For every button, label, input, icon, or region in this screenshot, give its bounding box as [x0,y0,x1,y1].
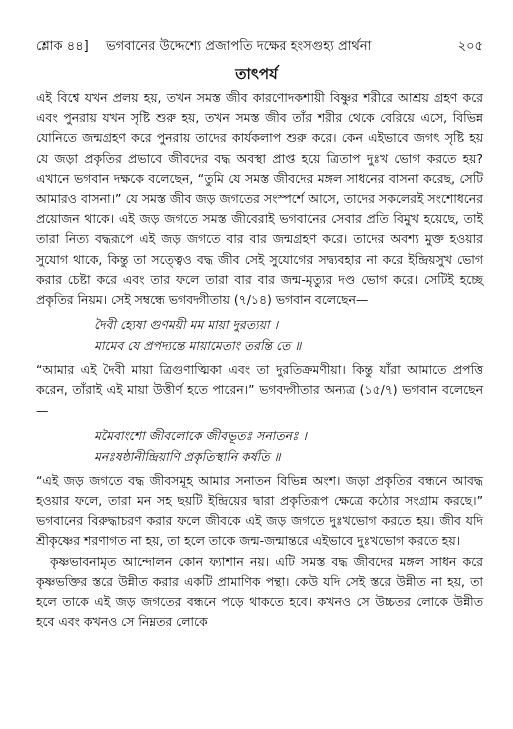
verse-reference: শ্লোক ৪৪] [36,39,89,54]
verse-line: মামেব যে প্রপদ্যন্তে মায়ামেতাং তরন্তি তে ॥ [94,338,302,354]
verse-block [94,314,483,356]
paragraph: এই বিশ্বে যখন প্রলয় হয়, তখন সমস্ত জীব কারণোদকশায়ী বিষ্ণুর শরীরে আশ্রয় গ্রহণ করে এবং পুনরায় যখন সৃষ্টি শুরু হয়, তখন সমস্ত জীব তাঁর শরীর থেকে বেরিয়ে এসে, বিভিন্ন যোনিতে জন্মগ্রহণ করে পুনরায় তাদের কার্যকলাপ শুরু করে। কেন এইভাবে জগৎ সৃষ্টি হয় যে জড়া প্রকৃতির প্রভাবে জীবদের বদ্ধ অবস্থা প্রাপ্ত হয়ে ত্রিতাপ দুঃখ ভোগ করতে হয়? এখানে ভগবান দক্ষকে বলেছেন, “তুমি যে সমস্ত জীবদের মঙ্গল সাধনের বাসনা করেছ, সেটি আমারও বাসনা।” যে সমস্ত জীব জড় জগতের সংস্পর্শে আসে, তাদের সকলেরই সংশোধনের প্রয়োজন থাকে। এই জড় জগতে সমস্ত জীবেরাই ভগবানের সেবার প্রতি বিমুখ হয়েছে, তাই তারা নিত্য বদ্ধরূপে এই জড় জগতে বার বার জন্মগ্রহণ করে। তাদের অবশ্য মুক্ত হওয়ার সুযোগ থাকে, কিন্তু তা সত্ত্বেও বদ্ধ জীব সেই সুযোগের সদ্ব্যবহার না করে ইন্দ্রিয়সুখ ভোগ করার চেষ্টা করে এবং তার ফলে তারা বার বার জন্ম-মৃত্যুর দণ্ড ভোগ করে। সেটিই হচ্ছে প্রকৃতির নিয়ম। সেই সম্বন্ধে ভগবদ্গীতায় (৭/১৪) ভগবান বলেছেন— [36,90,483,308]
verse-line: মমৈবাংশো জীবলোকে জীবভূতঃ সনাতনঃ । [94,427,307,443]
chapter-title: ভগবানের উদ্দেশ্যে প্রজাপতি দক্ষের হংসগুহ্য প্রার্থনা [106,39,372,54]
verse-block [94,425,483,467]
paragraph: কৃষ্ণভাবনামৃত আন্দোলন কোন ফ্যাশান নয়। এটি সমস্ত বদ্ধ জীবদের মঙ্গল সাধন করে কৃষ্ণভক্তির স্তরে উন্নীত করার একটি প্রামাণিক পন্থা। কেউ যদি সেই স্তরে উন্নীত না হয়, তা হলে তাকে এই জড় জগতের বন্ধনে পড়ে থাকতে হবে। কখনও সে উচ্চতর লোকে উন্নীত হবে এবং কখনও সে নিম্নতর লোকে [36,553,483,630]
section-heading: তাৎপর্য [235,65,278,83]
paragraph: “এই জড় জগতে বদ্ধ জীবসমূহ আমার সনাতন বিভিন্ন অংশ। জড়া প্রকৃতির বন্ধনে আবদ্ধ হওয়ার ফলে, তারা মন সহ ছয়টি ইন্দ্রিয়ের দ্বারা প্রকৃতিরূপ ক্ষেত্রে কঠোর সংগ্রাম করছে।” ভগবানের বিরুদ্ধাচরণ করার ফলে জীবকে এই জড় জগতে দুঃখভোগ করতে হয়। জীব যদি শ্রীকৃষ্ণের শরণাগত না হয়, তা হলে তাকে জন্ম-জন্মান্তরে এইভাবে দুঃখভোগ করতে হয়। [36,472,483,549]
page-number: ২০৫ [457,39,483,54]
verse-line: মনঃষষ্ঠানীন্দ্রিয়াণি প্রকৃতিস্থানি কর্ষতি ॥ [94,448,281,464]
running-header [36,36,483,58]
paragraph: “আমার এই দৈবী মায়া ত্রিগুণাত্মিকা এবং তা দুরতিক্রমণীয়া। কিন্তু যাঁরা আমাতে প্রপত্তি করেন, তাঁরাই এই মায়া উত্তীর্ণ হতে পারেন।” ভগবদ্গীতার অন্যত্র (১৫/৭) ভগবান বলেছেন— [36,362,483,418]
verse-line: দৈবী হ্যেষা গুণময়ী মম মায়া দুরত্যয়া । [94,317,279,333]
purport-body [36,88,483,632]
